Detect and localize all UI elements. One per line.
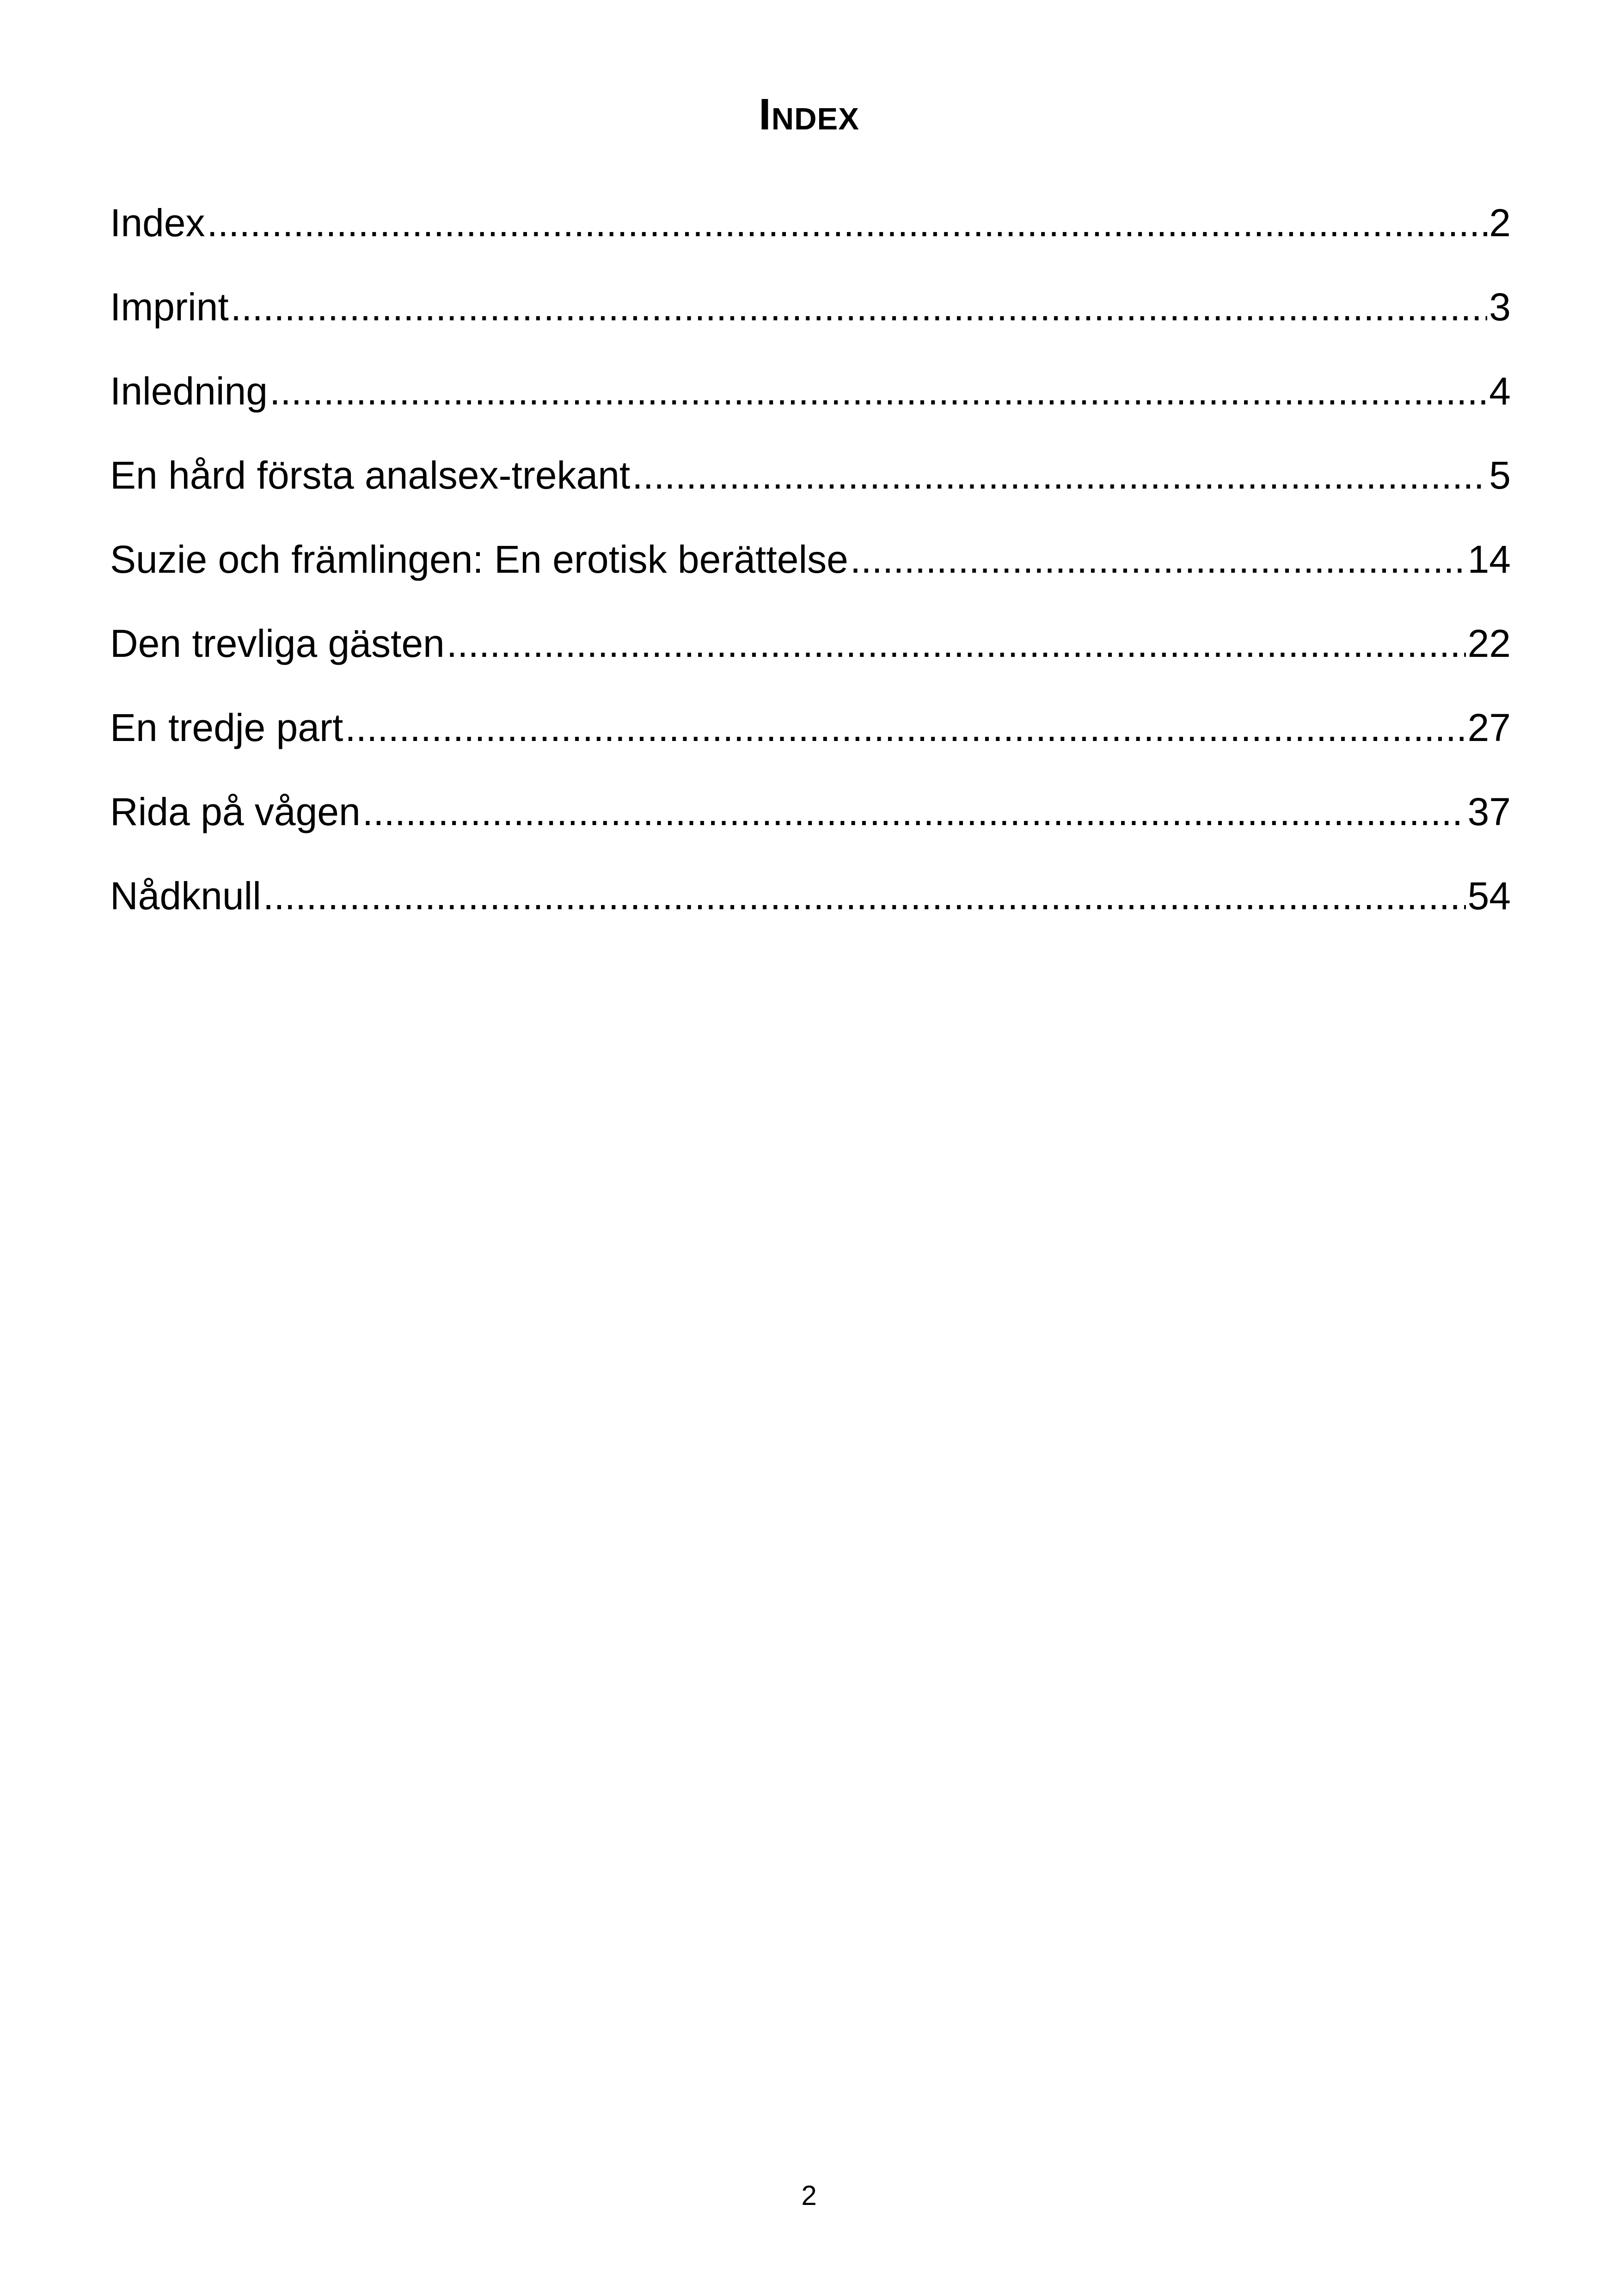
toc-entry-label: Suzie och främlingen: En erotisk berättelse — [110, 538, 848, 581]
toc-entry-label: En hård första analsex-trekant — [110, 453, 631, 497]
toc-entry-label: Index — [110, 201, 205, 245]
toc-entry-page: 14 — [1467, 538, 1511, 581]
toc-entry-label: Rida på vågen — [110, 790, 361, 833]
toc-entry-chapter-4[interactable] — [110, 708, 1511, 792]
dot-leader — [270, 372, 1487, 410]
toc-entry-label: Nådknull — [110, 874, 261, 918]
toc-entry-label: Imprint — [110, 285, 229, 329]
footer-page-number: 2 — [801, 2180, 817, 2211]
toc-entry-page: 27 — [1467, 706, 1511, 749]
toc-entry-index[interactable] — [110, 203, 1511, 288]
toc-entry-page: 3 — [1489, 285, 1511, 329]
toc-entry-chapter-1[interactable] — [110, 453, 1511, 540]
dot-leader — [850, 540, 1466, 579]
dot-leader — [362, 792, 1466, 831]
toc-entry-label: Den trevliga gästen — [110, 622, 445, 665]
dot-leader — [447, 624, 1466, 663]
dot-leader — [632, 456, 1487, 495]
toc-entry-chapter-3[interactable] — [110, 624, 1511, 708]
dot-leader — [231, 288, 1488, 326]
toc-entry-page: 22 — [1467, 622, 1511, 665]
toc-entry-page: 2 — [1489, 201, 1511, 245]
page-title: Index — [759, 90, 859, 139]
table-of-contents — [110, 203, 1511, 961]
toc-entry-inledning[interactable] — [110, 369, 1511, 456]
dot-leader — [207, 203, 1488, 242]
toc-entry-page: 54 — [1467, 874, 1511, 918]
toc-entry-page: 4 — [1489, 369, 1511, 413]
toc-entry-chapter-5[interactable] — [110, 792, 1511, 876]
dot-leader — [345, 708, 1465, 747]
dot-leader — [263, 876, 1466, 915]
toc-entry-page: 5 — [1489, 453, 1511, 497]
toc-entry-page: 37 — [1467, 790, 1511, 833]
toc-entry-imprint[interactable] — [110, 285, 1511, 372]
toc-entry-chapter-2[interactable] — [110, 540, 1511, 624]
toc-entry-label: Inledning — [110, 369, 268, 413]
toc-entry-chapter-6[interactable] — [110, 876, 1511, 961]
toc-entry-label: En tredje part — [110, 706, 343, 749]
